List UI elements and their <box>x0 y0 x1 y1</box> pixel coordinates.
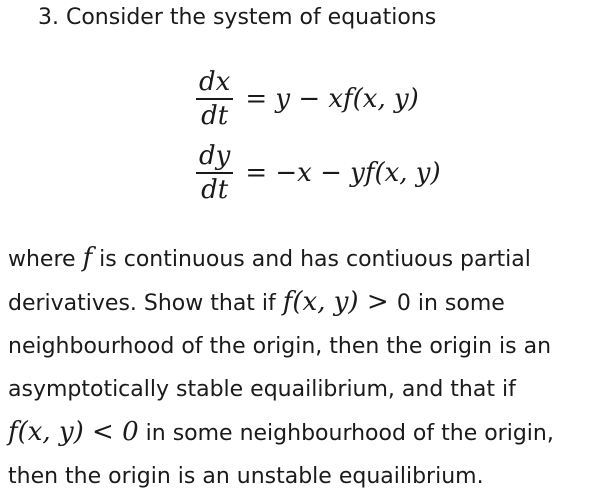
fraction-denominator: dt <box>201 175 229 205</box>
text-span: where <box>8 247 83 272</box>
fraction-numerator: dx <box>199 67 231 97</box>
equation-system <box>196 62 441 210</box>
equation-rhs: = −x − yf(x, y) <box>245 158 441 188</box>
math-inequality: f(x, y) < 0 <box>8 417 139 447</box>
text-span: in some neighbourhood of the origin, <box>138 421 554 446</box>
statement-line: neighbourhood of the origin, then the origin is an <box>8 334 552 359</box>
equation-dy-dt <box>196 136 441 210</box>
problem-statement <box>8 237 608 498</box>
statement-line <box>8 411 608 455</box>
statement-line: asymptotically stable equailibrium, and that if <box>8 377 516 402</box>
fraction-dy-dt <box>196 140 233 206</box>
math-f: f <box>82 243 93 273</box>
equation-dx-dt <box>196 62 441 136</box>
statement-line: then the origin is an unstable equailibrium. <box>8 464 484 489</box>
fraction-numerator: dy <box>199 141 231 171</box>
equation-rhs: = y − xf(x, y) <box>245 84 419 114</box>
fraction-denominator: dt <box>201 101 229 131</box>
problem-heading: 3. Consider the system of equations <box>38 5 437 30</box>
math-inequality: f(x, y) > <box>282 287 397 317</box>
text-span: is continuous and has contiuous partial <box>92 247 531 272</box>
text-span: in some <box>410 291 505 316</box>
text-span: derivatives. Show that if <box>8 291 283 316</box>
text-zero: 0 <box>396 291 411 316</box>
statement-line <box>8 237 608 281</box>
statement-line <box>8 281 608 325</box>
fraction-dx-dt <box>196 66 233 132</box>
